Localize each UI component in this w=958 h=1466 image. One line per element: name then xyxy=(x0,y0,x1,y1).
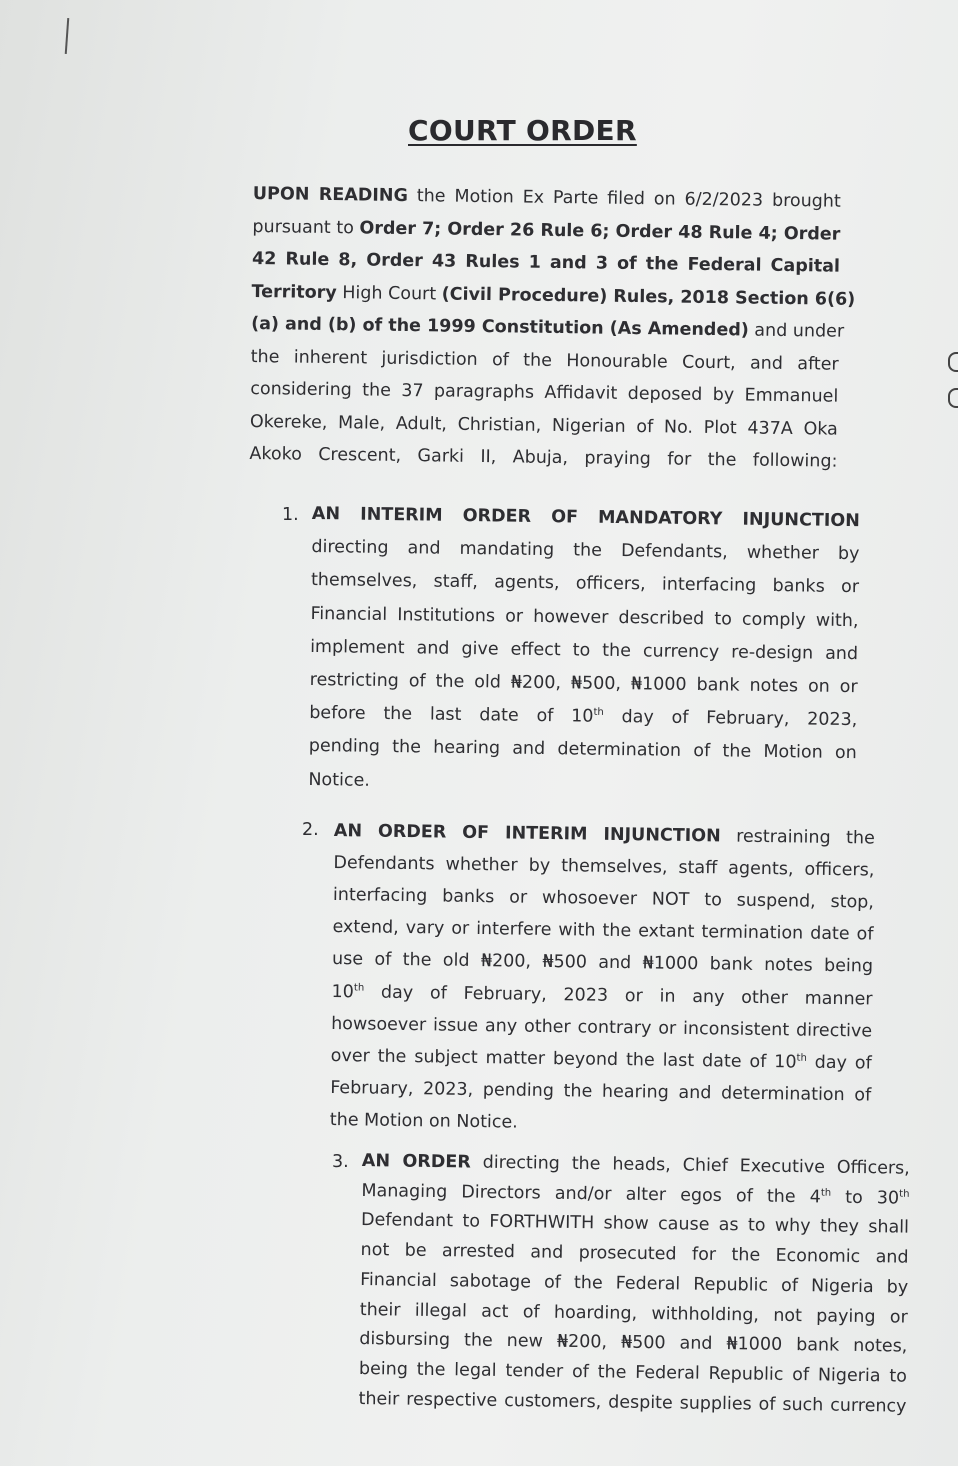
text-segment: to 30 xyxy=(830,1187,900,1209)
text-segment: Financial sabotage of the Federal Republic of Nigeria by xyxy=(360,1269,909,1298)
text-segment: and under xyxy=(748,320,845,342)
text-segment: the Motion on Notice. xyxy=(329,1109,518,1133)
text-segment: howsoever issue any other contrary or inconsistent directive xyxy=(331,1013,873,1042)
text-segment: th xyxy=(796,1052,807,1064)
text-segment: Order 7; Order 26 Rule 6; Order 48 Rule 4; Order xyxy=(359,217,841,245)
page-title: COURT ORDER xyxy=(408,114,637,147)
text-segment: Notice. xyxy=(308,769,371,791)
text-segment: use of the old ₦200, ₦500 and ₦1000 bank notes being xyxy=(331,949,874,977)
text-line xyxy=(358,1389,906,1417)
text-line xyxy=(310,670,858,697)
text-segment: th xyxy=(899,1188,910,1200)
text-segment: extend, vary or interfere with the extant termination date of xyxy=(332,917,874,945)
text-segment: directing and mandating the Defendants, whether by xyxy=(311,537,860,565)
text-segment: day of xyxy=(806,1052,872,1074)
margin-mark xyxy=(948,352,958,372)
text-segment: Managing Directors and/or alter egos of the 4 xyxy=(361,1180,821,1208)
order-item-3 xyxy=(358,1151,910,1417)
item-number: 2. xyxy=(302,820,319,840)
text-segment: restraining the xyxy=(720,826,875,849)
text-segment: directing the heads, Chief Executive Officers, xyxy=(470,1152,910,1179)
text-line xyxy=(251,281,856,310)
text-line xyxy=(251,346,839,374)
text-segment: AN INTERIM ORDER OF MANDATORY INJUNCTION xyxy=(311,504,860,532)
preamble-paragraph xyxy=(249,184,856,472)
text-line xyxy=(310,637,858,664)
order-item-1 xyxy=(308,504,860,791)
item-number: 1. xyxy=(282,505,299,525)
text-line xyxy=(332,949,873,977)
text-line xyxy=(330,1078,871,1106)
text-segment: pending the hearing and determination of the Motion on xyxy=(308,736,857,764)
text-segment: Financial Institutions or however described to comply with, xyxy=(310,603,859,631)
text-segment: being the legal tender of the Federal Republic of Nigeria to xyxy=(358,1358,908,1387)
text-line xyxy=(360,1299,908,1327)
text-segment: Defendant to FORTHWITH show cause as to why they shall xyxy=(360,1210,910,1239)
text-segment: implement and give effect to the currency re-design and xyxy=(309,636,859,664)
text-line xyxy=(250,379,838,407)
text-segment: Defendants whether by themselves, staff agents, officers, xyxy=(333,853,875,881)
text-line xyxy=(309,736,857,763)
order-item-2 xyxy=(329,821,875,1133)
text-line xyxy=(312,504,860,531)
text-line xyxy=(362,1151,910,1179)
text-line xyxy=(331,981,872,1009)
text-line xyxy=(250,411,838,439)
text-segment: 10 xyxy=(331,981,355,1002)
text-segment: Okereke, Male, Adult, Christian, Nigerian of No. Plot 437A Oka xyxy=(249,411,838,440)
text-segment: High Court xyxy=(336,282,442,304)
text-line xyxy=(308,770,370,791)
text-line xyxy=(359,1329,907,1357)
text-segment: day of February, 2023 or in any other manner xyxy=(364,981,873,1010)
text-line xyxy=(333,885,874,913)
text-segment: over the subject matter beyond the last date of 10 xyxy=(330,1045,797,1073)
text-segment: not be arrested and prosecuted for the Economic and xyxy=(360,1240,909,1268)
text-segment: interfacing banks or whosoever NOT to suspend, stop, xyxy=(332,885,875,913)
text-segment: February, 2023, pending the hearing and determination of xyxy=(330,1077,872,1106)
text-segment: AN ORDER xyxy=(361,1151,471,1173)
text-line xyxy=(334,821,875,849)
text-line xyxy=(311,537,859,564)
text-line xyxy=(331,1014,872,1042)
text-line xyxy=(361,1181,909,1209)
text-segment: the Motion Ex Parte filed on 6/2/2023 brought xyxy=(407,186,841,212)
text-segment: restricting of the old ₦200, ₦500, ₦1000 bank notes on or xyxy=(309,669,858,698)
item-number: 3. xyxy=(332,1152,349,1172)
text-segment: themselves, staff, agents, officers, interfacing banks or xyxy=(310,570,860,598)
text-segment: their respective customers, despite supplies of such currency xyxy=(358,1388,907,1417)
text-segment: day of February, 2023, xyxy=(603,707,858,731)
text-line xyxy=(333,853,874,881)
text-line xyxy=(359,1359,907,1387)
text-line xyxy=(252,216,840,244)
text-segment: (Civil Procedure) Rules, 2018 Section 6(6) xyxy=(441,283,856,310)
text-segment: th xyxy=(593,707,604,719)
pen-mark xyxy=(65,18,70,54)
text-segment: pursuant to xyxy=(252,216,360,238)
text-segment: (a) and (b) of the 1999 Constitution (As Amended) xyxy=(251,313,749,341)
text-segment: Territory xyxy=(251,281,337,303)
text-segment: AN ORDER OF INTERIM INJUNCTION xyxy=(333,821,721,847)
text-segment: before the last date of 10 xyxy=(309,703,594,727)
text-line xyxy=(360,1240,908,1268)
text-segment: Akoko Crescent, Garki II, Abuja, praying for the following: xyxy=(249,443,838,472)
text-segment: 42 Rule 8, Order 43 Rules 1 and 3 of the Federal Capital xyxy=(251,248,841,277)
text-line xyxy=(251,313,845,342)
text-segment: th xyxy=(353,981,365,994)
text-segment: considering the 37 paragraphs Affidavit deposed by Emmanuel xyxy=(250,378,839,407)
text-line xyxy=(360,1270,908,1298)
text-segment: disbursing the new ₦200, ₦500 and ₦1000 bank notes, xyxy=(359,1329,908,1357)
text-line xyxy=(330,1110,518,1133)
text-line xyxy=(249,444,837,472)
margin-mark xyxy=(948,388,958,408)
text-segment: the inherent jurisdiction of the Honourable Court, and after xyxy=(250,346,839,375)
text-line xyxy=(310,604,858,631)
text-segment: th xyxy=(820,1187,832,1199)
text-line xyxy=(309,703,857,730)
text-segment: their illegal act of hoarding, withholding, not paying or xyxy=(359,1299,908,1328)
text-line xyxy=(311,570,859,597)
text-segment: UPON READING xyxy=(252,184,409,207)
text-line xyxy=(361,1210,909,1238)
text-line xyxy=(252,249,840,277)
text-line xyxy=(332,917,873,945)
text-line xyxy=(331,1046,872,1074)
text-line xyxy=(253,184,841,212)
